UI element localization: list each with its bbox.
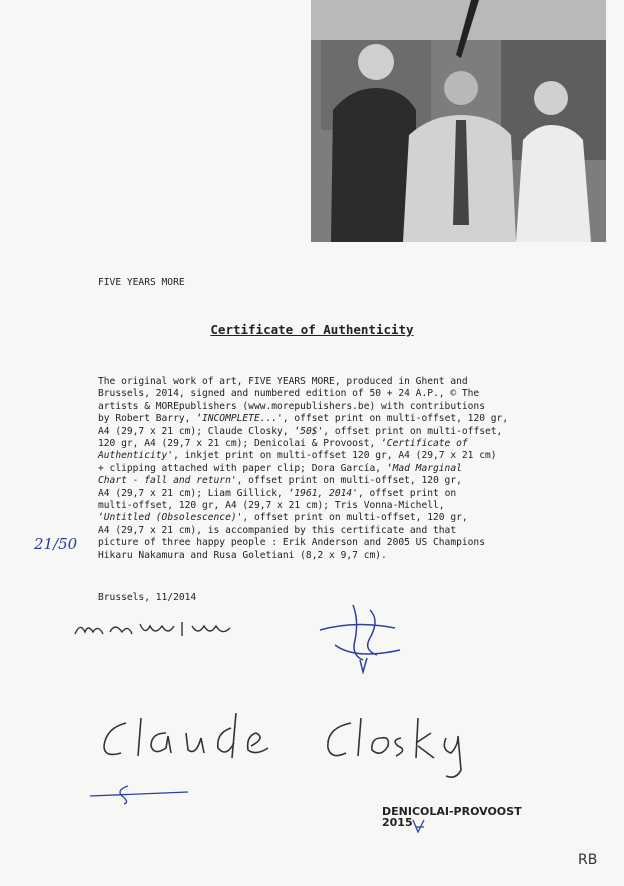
body-line: ‘Untitled (Obsolescence)', offset print on multi-offset, 120 gr, (98, 512, 468, 524)
italic-title: 1961, 2014' (294, 487, 358, 499)
body-line: + clipping attached with paper clip; Dora García, ‘Mad Marginal (98, 462, 462, 474)
certificate-body (98, 376, 538, 562)
body-line: Chart - fall and return', offset print on multi-offset, 120 gr, (98, 475, 462, 487)
body-line: A4 (29,7 x 21 cm); Claude Closky, ‘50$', offset print on multi-offset, (98, 425, 503, 437)
body-line: Hikaru Nakamura and Rusa Goletiani (8,2 x 9,7 cm). (98, 549, 387, 561)
signature-liam-gillick (315, 600, 405, 675)
italic-title: INCOMPLETE...' (201, 413, 283, 425)
place-and-date: Brussels, 11/2014 (98, 592, 197, 603)
body-line: A4 (29,7 x 21 cm), is accompanied by this certificate and that (98, 524, 457, 536)
stamp-names: DENICOLAI-PROVOOST (382, 805, 522, 818)
body-line: 120 gr, A4 (29,7 x 21 cm); Denicolai & Provoost, ‘Certificate of (98, 438, 468, 450)
body-line: artists & MOREpublishers (www.morepublishers.be) with contributions (98, 400, 485, 412)
header-title: FIVE YEARS MORE (98, 277, 185, 288)
body-line: multi-offset, 120 gr, A4 (29,7 x 21 cm); Tris Vonna-Michell, (98, 500, 445, 512)
italic-title: 50$' (300, 425, 324, 437)
stamp-year: 2015 (382, 816, 413, 829)
body-line: by Robert Barry, ‘INCOMPLETE...', offset print on multi-offset, 120 gr, (98, 413, 509, 425)
body-line: A4 (29,7 x 21 cm); Liam Gillick, ‘1961, 2014', offset print on (98, 487, 457, 499)
stamp-handmark (410, 818, 430, 836)
italic-title: Certificate of (386, 438, 468, 450)
photo-three-people (311, 0, 606, 242)
initials-rb: RB (578, 852, 598, 868)
italic-title: Untitled (Obsolescence)' (103, 512, 243, 524)
italic-title: Mad Marginal (392, 462, 462, 474)
signature-claude-closky (96, 708, 506, 783)
edition-number-handwritten: 21/50 (34, 535, 78, 553)
italic-title: Chart - fall and return' (98, 475, 237, 487)
signature-dora-garcia (88, 778, 198, 808)
italic-title: Authenticity' (98, 450, 174, 462)
signature-robert-barry (70, 614, 250, 644)
attached-photo (311, 0, 606, 242)
document-title: Certificate of Authenticity (210, 322, 414, 337)
body-line: Brussels, 2014, signed and numbered edition of 50 + 24 A.P., © The (98, 388, 480, 400)
body-line: picture of three happy people : Erik Anderson and 2005 US Champions (98, 537, 485, 549)
denicolai-provoost-stamp (382, 806, 522, 828)
body-line: Authenticity', inkjet print on multi-offset 120 gr, A4 (29,7 x 21 cm) (98, 450, 497, 462)
body-line: The original work of art, FIVE YEARS MORE, produced in Ghent and (98, 376, 468, 387)
